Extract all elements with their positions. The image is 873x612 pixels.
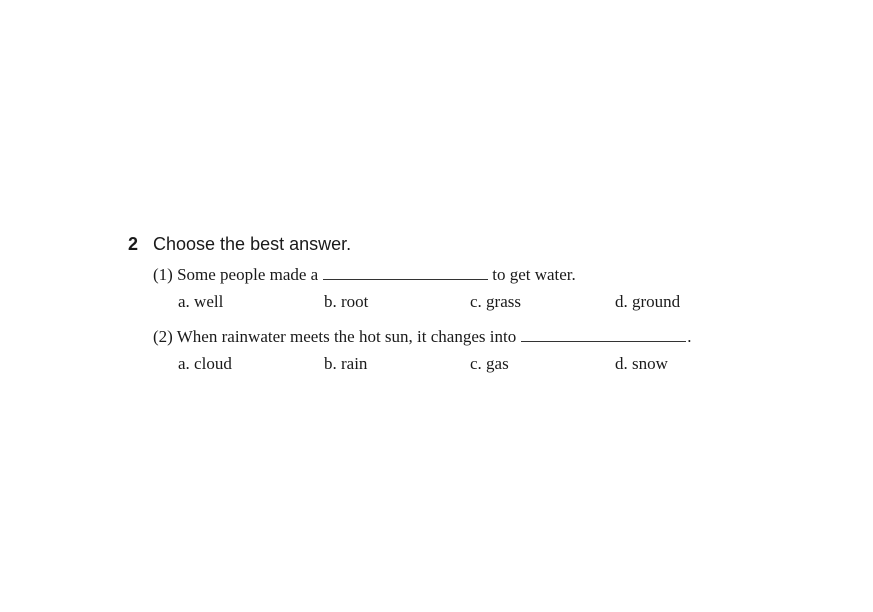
- question-text-after: to get water.: [492, 265, 576, 284]
- option-c: c. grass: [470, 292, 521, 311]
- option-d: d. ground: [615, 292, 681, 311]
- answer-blank: [323, 266, 488, 280]
- exercise-heading: [128, 233, 768, 255]
- option-b: b. rain: [324, 354, 368, 373]
- question-stem: [153, 265, 768, 285]
- answer-options: [153, 353, 768, 375]
- option-c: c. gas: [470, 354, 509, 373]
- answer-options: [153, 291, 768, 313]
- option-d: d. snow: [615, 354, 668, 373]
- question-text-before: (1) Some people made a: [153, 265, 319, 284]
- exercise-instruction: Choose the best answer.: [153, 234, 352, 254]
- answer-blank: [521, 328, 686, 342]
- question-text-before: (2) When rainwater meets the hot sun, it changes into: [153, 327, 517, 346]
- option-b: b. root: [324, 292, 369, 311]
- exercise-number: 2: [128, 234, 139, 254]
- question-text-after: .: [687, 327, 692, 346]
- option-a: a. well: [178, 292, 224, 311]
- question-2: [153, 327, 768, 375]
- option-a: a. cloud: [178, 354, 232, 373]
- question-1: [153, 265, 768, 313]
- exercise-section: [128, 233, 768, 375]
- question-stem: [153, 327, 768, 347]
